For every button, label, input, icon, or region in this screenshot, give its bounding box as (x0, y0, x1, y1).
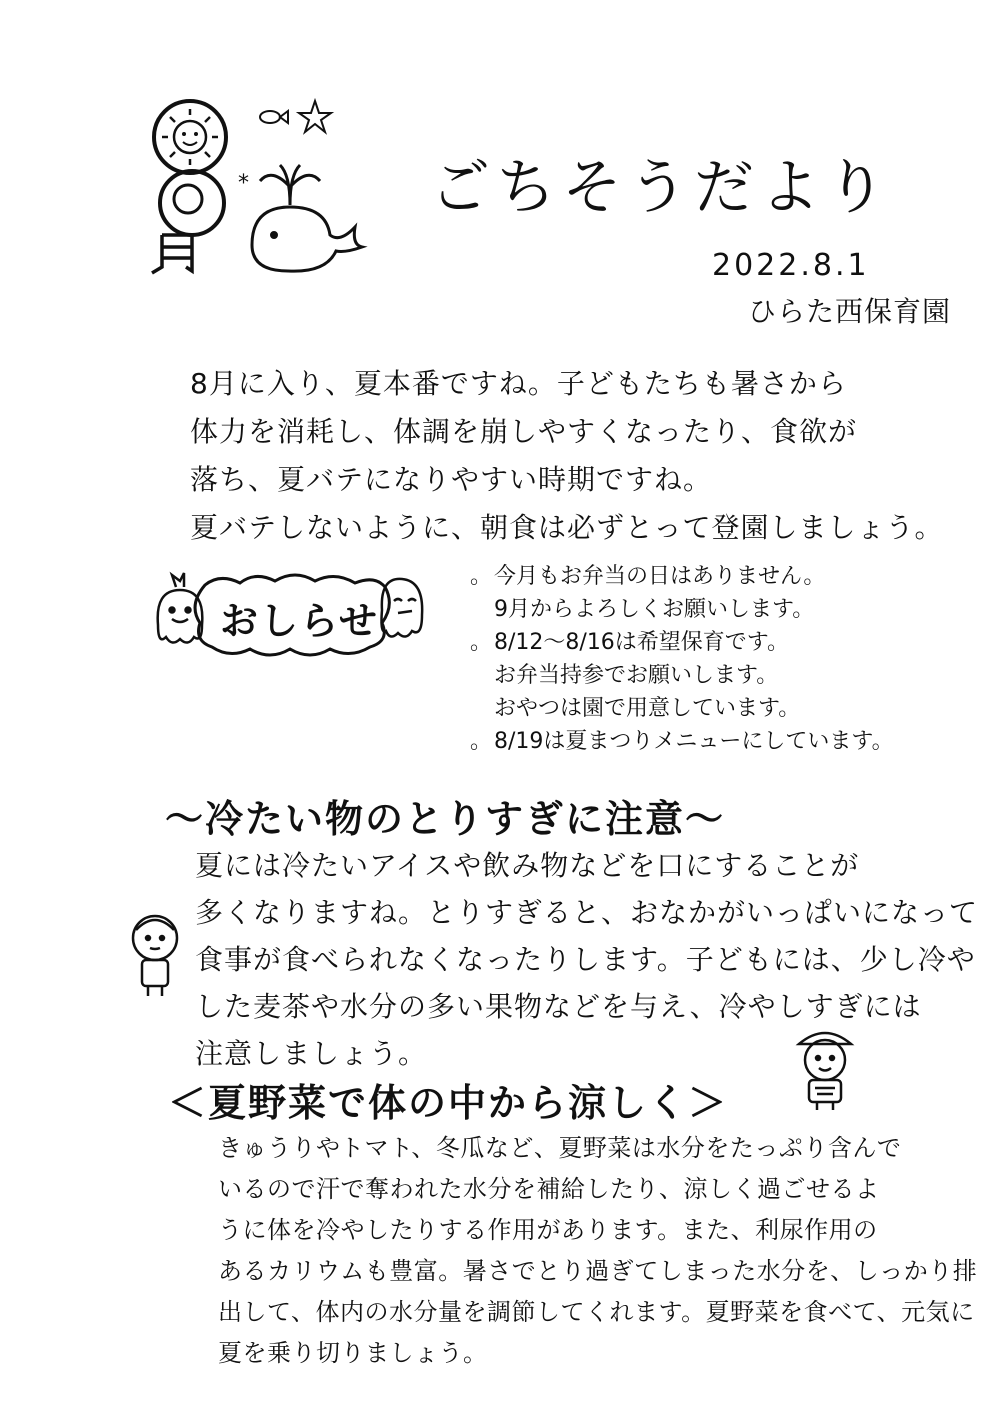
notice-line: おやつは園で用意しています。 (494, 696, 801, 721)
intro-line: 体力を消耗し、体調を崩しやすくなったり、食欲が (190, 415, 858, 448)
august-logo-illustration (140, 95, 380, 275)
issue-date: 2022.8.1 (712, 248, 870, 283)
section2-line: うに体を冷やしたりする作用があります。また、利尿作用の (218, 1216, 878, 1244)
intro-line: 夏バテしないように、朝食は必ずとって登園しましょう。 (190, 511, 944, 544)
svg-text:*: * (238, 171, 249, 196)
notice-list (470, 560, 990, 758)
notice-bullet: 。 (470, 630, 493, 655)
notice-line: 8/19は夏まつりメニューにしています。 (494, 729, 894, 754)
notice-line: 今月もお弁当の日はありません。 (494, 564, 826, 589)
sun-icon (162, 109, 218, 165)
section1-line: 注意しましょう。 (195, 1037, 428, 1070)
intro-paragraph (190, 360, 960, 552)
section2-heading: ＜夏野菜で体の中から涼しく＞ (168, 1081, 729, 1125)
fish-icon (260, 111, 288, 123)
digit-eight-bottom-icon (160, 171, 224, 235)
notice-line: 8/12～8/16は希望保育です。 (494, 630, 790, 655)
vegetable-child-illustration-icon (785, 1022, 865, 1112)
section2-line: 出して、体内の水分量を調節してくれます。夏野菜を食べて、元気に (218, 1298, 975, 1326)
section1-heading: ～冷たい物のとりすぎに注意～ (165, 797, 726, 841)
section2-line: 夏を乗り切りましょう。 (218, 1339, 488, 1367)
month-kanji-icon (152, 235, 192, 273)
section2-line: あるカリウムも豊富。暑さでとり過ぎてしまった水分を、しっかり排 (218, 1257, 978, 1285)
section2-body (218, 1128, 978, 1374)
notice-item (470, 560, 990, 626)
intro-line: 8月に入り、夏本番ですね。子どもたちも暑さから (190, 367, 847, 400)
child-illustration-icon (120, 910, 190, 1000)
notice-label: おしらせ (220, 599, 379, 643)
notice-line: 9月からよろしくお願いします。 (494, 597, 815, 622)
notice-line: お弁当持参でお願いします。 (494, 663, 779, 688)
section2-line: いるので汗で奪われた水分を補給したり、涼しく過ごせるよ (218, 1175, 880, 1203)
notice-item (470, 626, 990, 725)
nursery-name: ひらた西保育園 (748, 295, 952, 328)
notice-bullet: 。 (470, 564, 493, 589)
section2-line: きゅうりやトマト、冬瓜など、夏野菜は水分をたっぷり含んで (218, 1134, 902, 1162)
bubble-icon (174, 185, 202, 213)
section1-line: 食事が食べられなくなったりします。子どもには、少し冷や (195, 943, 976, 976)
section1-line: した麦茶や水分の多い果物などを与え、冷やしすぎには (195, 990, 922, 1023)
section1-line: 夏には冷たいアイスや飲み物などを口にすることが (195, 849, 860, 882)
intro-line: 落ち、夏バテになりやすい時期ですね。 (190, 463, 713, 496)
whale-icon (252, 165, 362, 271)
starfish-icon (299, 101, 331, 132)
notice-bullet: 。 (470, 729, 493, 754)
newsletter-title: ごちそうだより (430, 153, 892, 223)
section1-line: 多くなりますね。とりすぎると、おなかがいっぱいになって (195, 896, 979, 929)
notice-item (470, 725, 990, 758)
